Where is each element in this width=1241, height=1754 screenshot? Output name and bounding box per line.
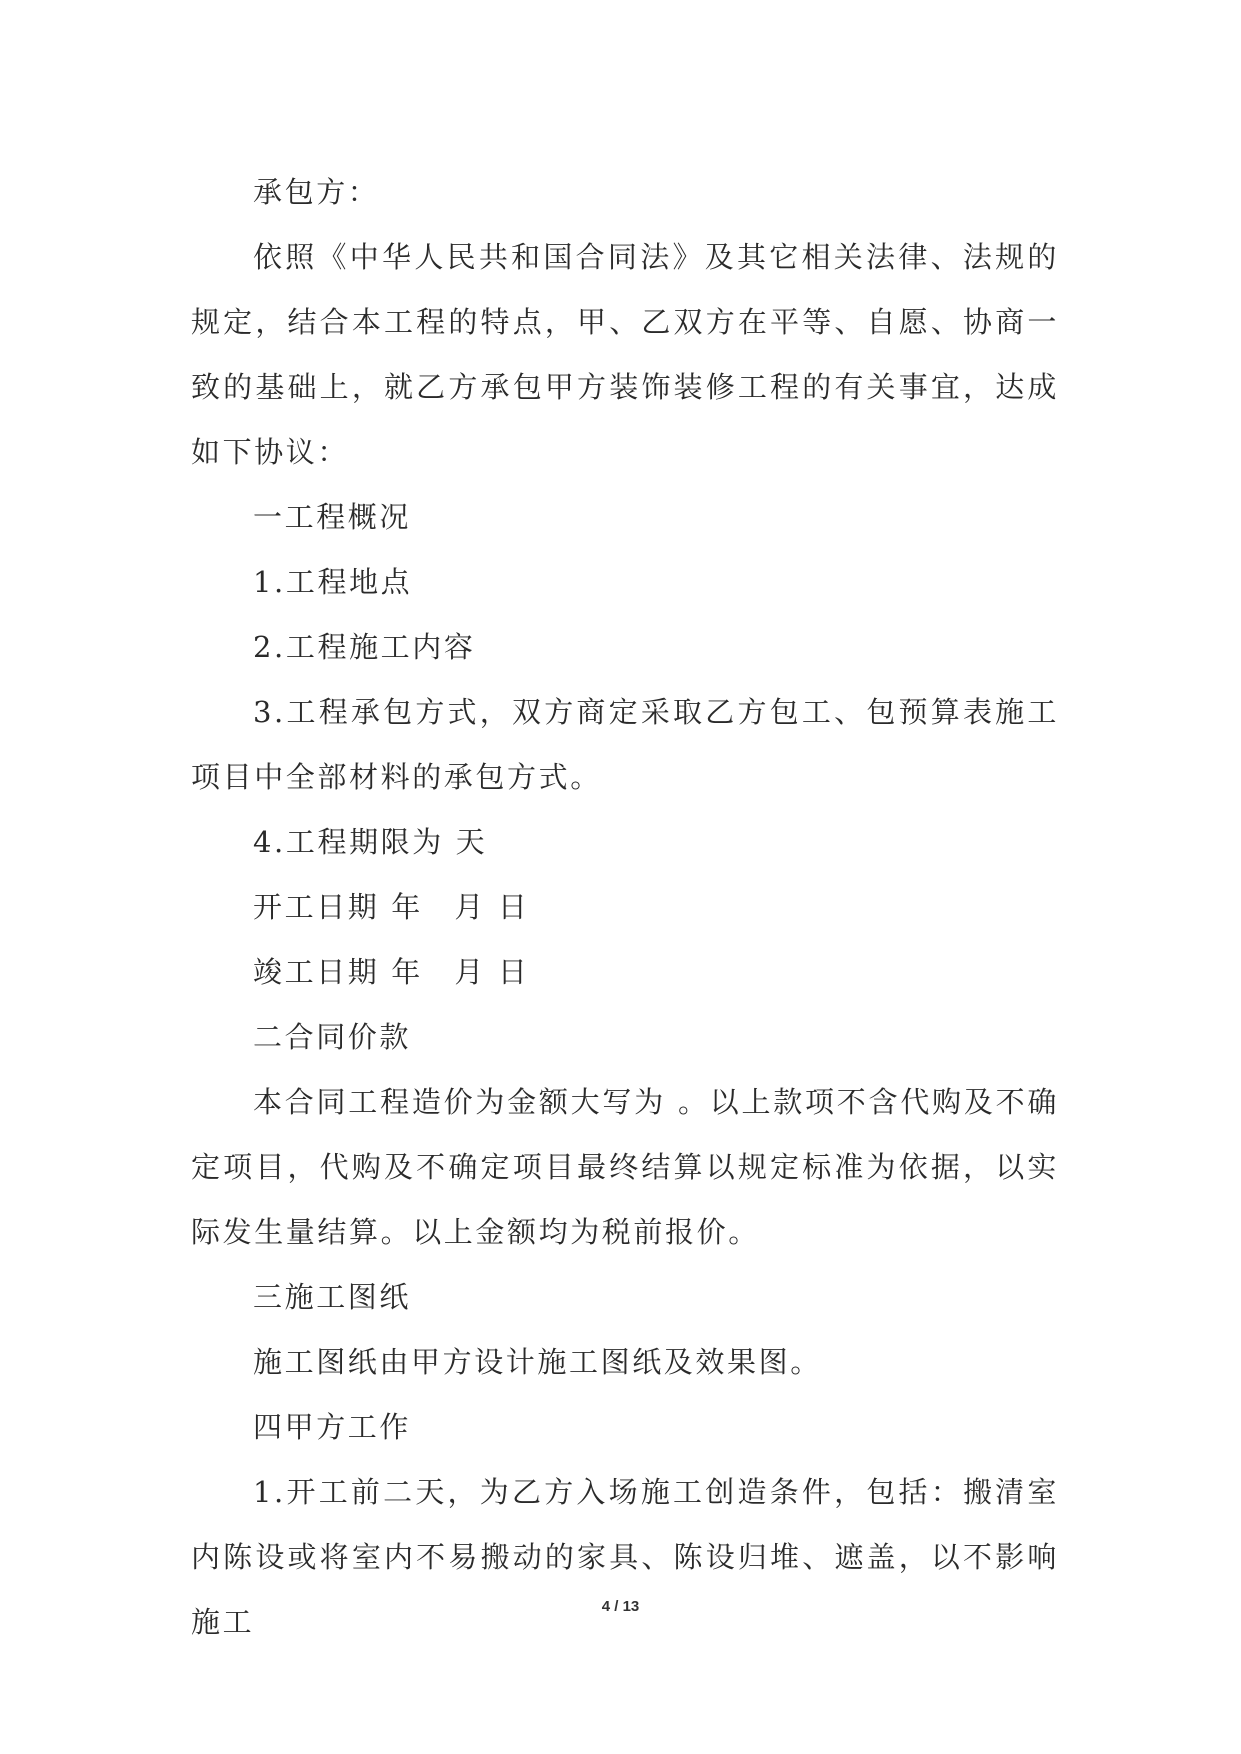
paragraph-contract-price: 本合同工程造价为金额大写为 。以上款项不含代购及不确定项目，代购及不确定项目最终结算以规定标准为依据，以实际发生量结算。以上金额均为税前报价。 (191, 1085, 1059, 1249)
item-party-a-preparation: 1.开工前二天，为乙方入场施工创造条件，包括：搬清室内陈设或将室内不易搬动的家具、陈设归堆、遮盖，以不影响施工 (191, 1475, 1059, 1639)
page-number: 4 / 13 (601, 1598, 640, 1615)
item-contract-method: 3.工程承包方式，双方商定采取乙方包工、包预算表施工项目中全部材料的承包方式。 (191, 695, 1059, 794)
completion-date-line: 竣工日期 年 月 日 (253, 955, 530, 989)
item-project-location: 1.工程地点 (253, 565, 413, 599)
item-project-duration: 4.工程期限为 天 (253, 825, 488, 859)
item-construction-content: 2.工程施工内容 (253, 630, 476, 664)
heading-project-overview: 一工程概况 (253, 500, 412, 534)
start-date-line: 开工日期 年 月 日 (253, 890, 530, 924)
heading-construction-drawings: 三施工图纸 (253, 1280, 412, 1314)
paragraph-preamble: 依照《中华人民共和国合同法》及其它相关法律、法规的规定，结合本工程的特点，甲、乙双方在平等、自愿、协商一致的基础上，就乙方承包甲方装饰装修工程的有关事宜，达成如下协议： (191, 240, 1059, 469)
paragraph-contractor: 承包方： (253, 175, 380, 209)
paragraph-construction-drawings: 施工图纸由甲方设计施工图纸及效果图。 (253, 1345, 822, 1379)
heading-contract-price: 二合同价款 (253, 1020, 412, 1054)
document-body (191, 160, 1059, 1655)
heading-party-a-work: 四甲方工作 (253, 1410, 412, 1444)
